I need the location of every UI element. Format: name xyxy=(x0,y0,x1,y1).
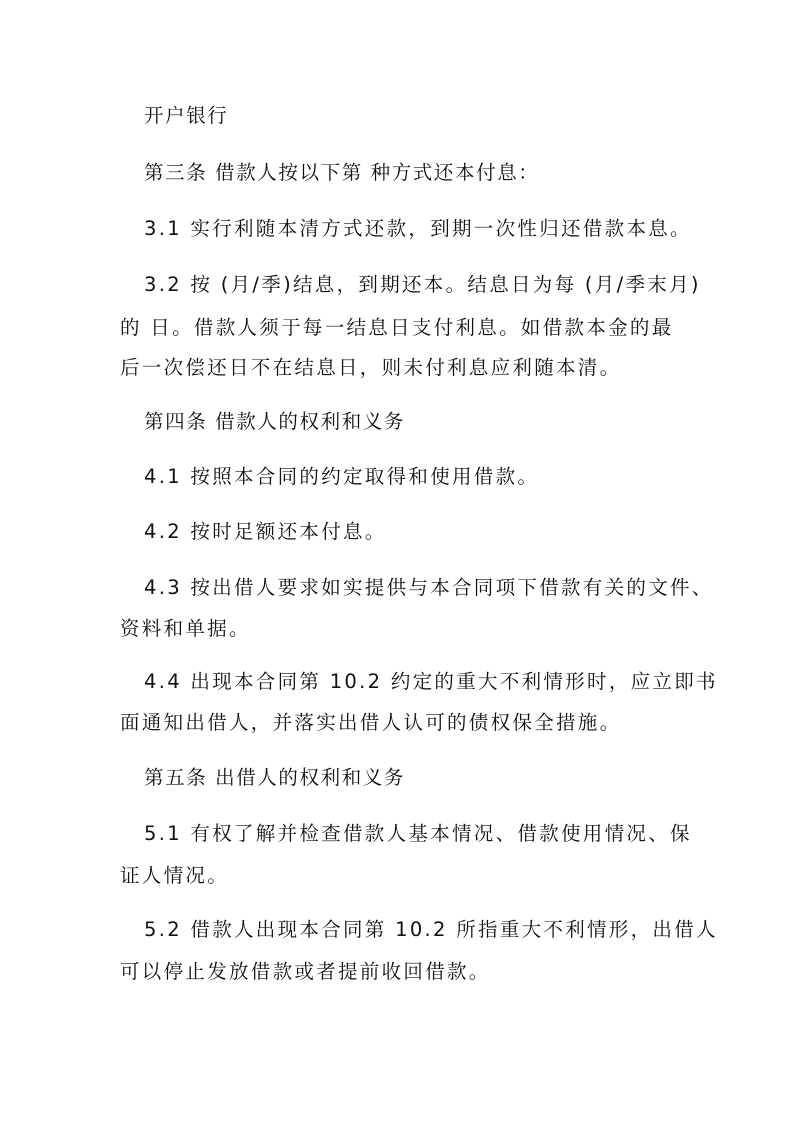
clause-4-1: 4.1 按照本合同的约定取得和使用借款。 xyxy=(144,465,540,488)
article-4-heading: 第四条 借款人的权利和义务 xyxy=(144,410,405,433)
clause-3-2-line-3: 后一次偿还日不在结息日，则未付利息应利随本清。 xyxy=(120,356,622,379)
clause-5-1-line-1: 5.1 有权了解并检查借款人基本情况、借款使用情况、保 xyxy=(144,822,692,845)
clause-4-3-line-2: 资料和单据。 xyxy=(120,617,251,640)
clause-5-2-line-1: 5.2 借款人出现本合同第 10.2 所指重大不利情形，出借人 xyxy=(144,918,718,941)
clause-5-2-line-2: 可以停止发放借款或者提前收回借款。 xyxy=(120,960,491,983)
clause-3-2-line-1: 3.2 按 (月/季)结息，到期还本。结息日为每 (月/季末月) xyxy=(144,273,701,296)
clause-4-2: 4.2 按时足额还本付息。 xyxy=(144,520,387,543)
article-3-heading: 第三条 借款人按以下第 种方式还本付息： xyxy=(144,161,540,184)
clause-4-4-line-1: 4.4 出现本合同第 10.2 约定的重大不利情形时，应立即书 xyxy=(144,670,718,693)
article-5-heading: 第五条 出借人的权利和义务 xyxy=(144,766,405,789)
clause-3-2-line-2: 的 日。借款人须于每一结息日支付利息。如借款本金的最 xyxy=(120,316,674,339)
clause-4-4-line-2: 面通知出借人，并落实出借人认可的债权保全措施。 xyxy=(120,711,622,734)
clause-3-1: 3.1 实行利随本清方式还款，到期一次性归还借款本息。 xyxy=(144,217,692,240)
bank-account-line: 开户银行 xyxy=(144,104,229,127)
clause-4-3-line-1: 4.3 按出借人要求如实提供与本合同项下借款有关的文件、 xyxy=(144,576,714,599)
clause-5-1-line-2: 证人情况。 xyxy=(120,864,230,887)
